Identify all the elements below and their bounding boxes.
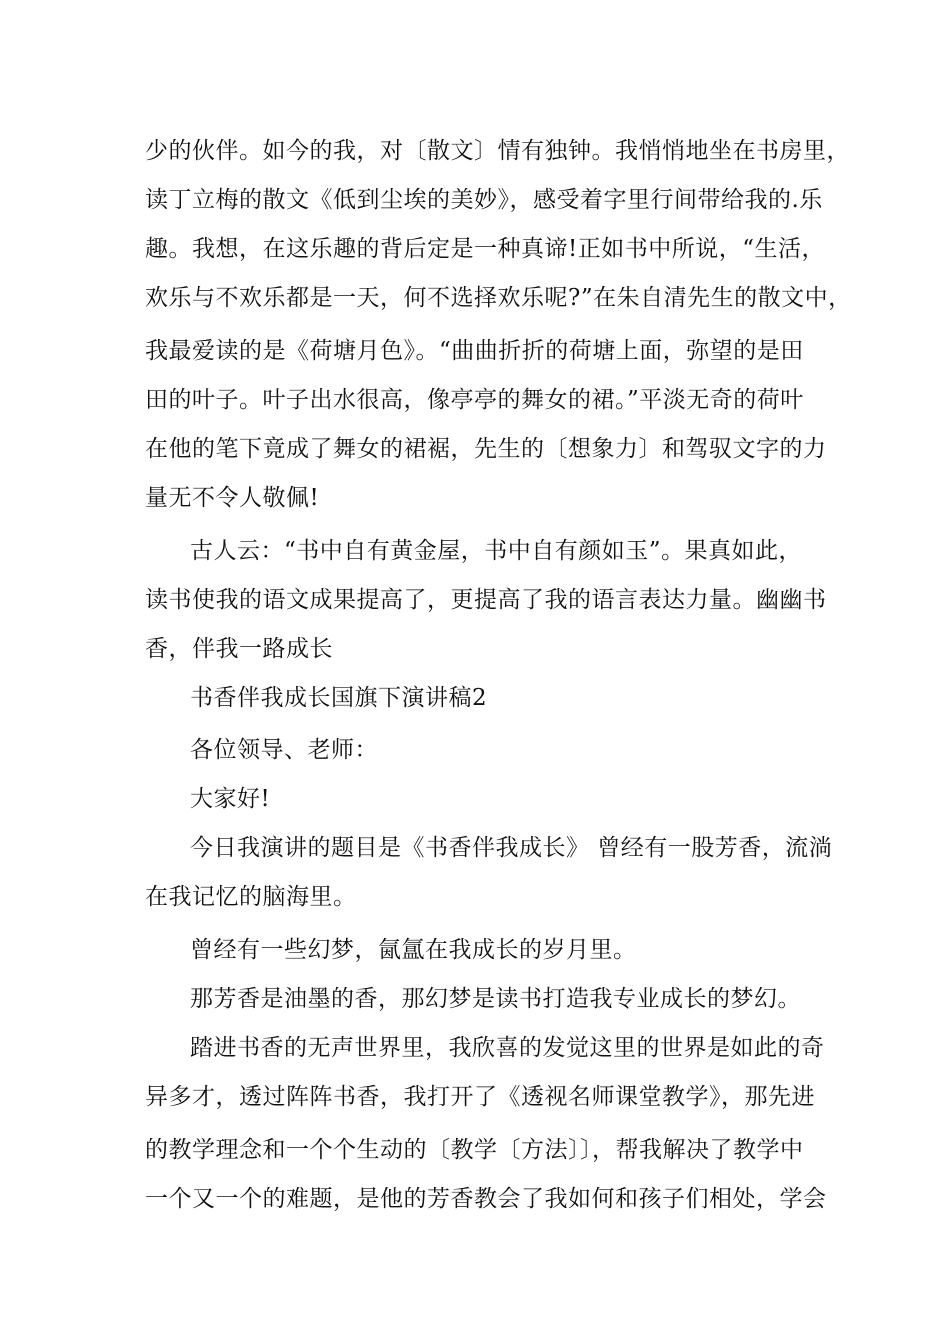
greeting: 大家好! xyxy=(190,786,271,812)
text-line: 欢乐与不欢乐都是一天，何不选择欢乐呢?”在朱自清先生的散文中， xyxy=(145,285,852,311)
text-line: 曾经有一些幻梦，氤氲在我成长的岁月里。 xyxy=(190,937,637,963)
text-line: 在我记忆的脑海里。 xyxy=(145,884,357,910)
text-line: 异多才，透过阵阵书香，我打开了《透视名师课堂教学》，那先进 xyxy=(145,1084,815,1110)
text-line: 田的叶子。叶子出水很高，像亭亭的舞女的裙。”平淡无奇的荷叶 xyxy=(145,387,804,413)
text-line: 踏进书香的无声世界里，我欣喜的发觉这里的世界是如此的奇 xyxy=(190,1035,825,1061)
text-line: 一个又一个的难题，是他的芳香教会了我如何和孩子们相处，学会 xyxy=(145,1186,827,1212)
text-line: 今日我演讲的题目是《书香伴我成长》 曾经有一股芳香，流淌 xyxy=(190,835,833,861)
text-line: 读丁立梅的散文《低到尘埃的美妙》，感受着字里行间带给我的.乐 xyxy=(145,187,823,213)
text-line: 趣。我想，在这乐趣的背后定是一种真谛!正如书中所说，“生活， xyxy=(145,236,826,262)
text-line: 量无不令人敬佩! xyxy=(145,485,320,511)
text-line: 香，伴我一路成长 xyxy=(145,636,333,662)
text-line: 那芳香是油墨的香，那幻梦是读书打造我专业成长的梦幻。 xyxy=(190,986,801,1012)
text-line: 古人云：“书中自有黄金屋，书中自有颜如玉”。果真如此， xyxy=(190,538,803,564)
section-heading: 书香伴我成长国旗下演讲稿2 xyxy=(190,685,488,711)
text-line: 读书使我的语文成果提高了，更提高了我的语言表达力量。幽幽书 xyxy=(145,587,827,613)
text-line: 我最爱读的是《荷塘月色》。“曲曲折折的荷塘上面，弥望的是田 xyxy=(145,338,804,364)
text-line: 的教学理念和一个个生动的〔教学〔方法〕〕，帮我解决了教学中 xyxy=(145,1137,804,1163)
salutation: 各位领导、老师： xyxy=(190,737,378,763)
text-line: 在他的笔下竟成了舞女的裙裾，先生的〔想象力〕和驾驭文字的力 xyxy=(145,436,827,462)
text-line: 少的伙伴。如今的我，对〔散文〕情有独钟。我悄悄地坐在书房里， xyxy=(145,138,850,164)
